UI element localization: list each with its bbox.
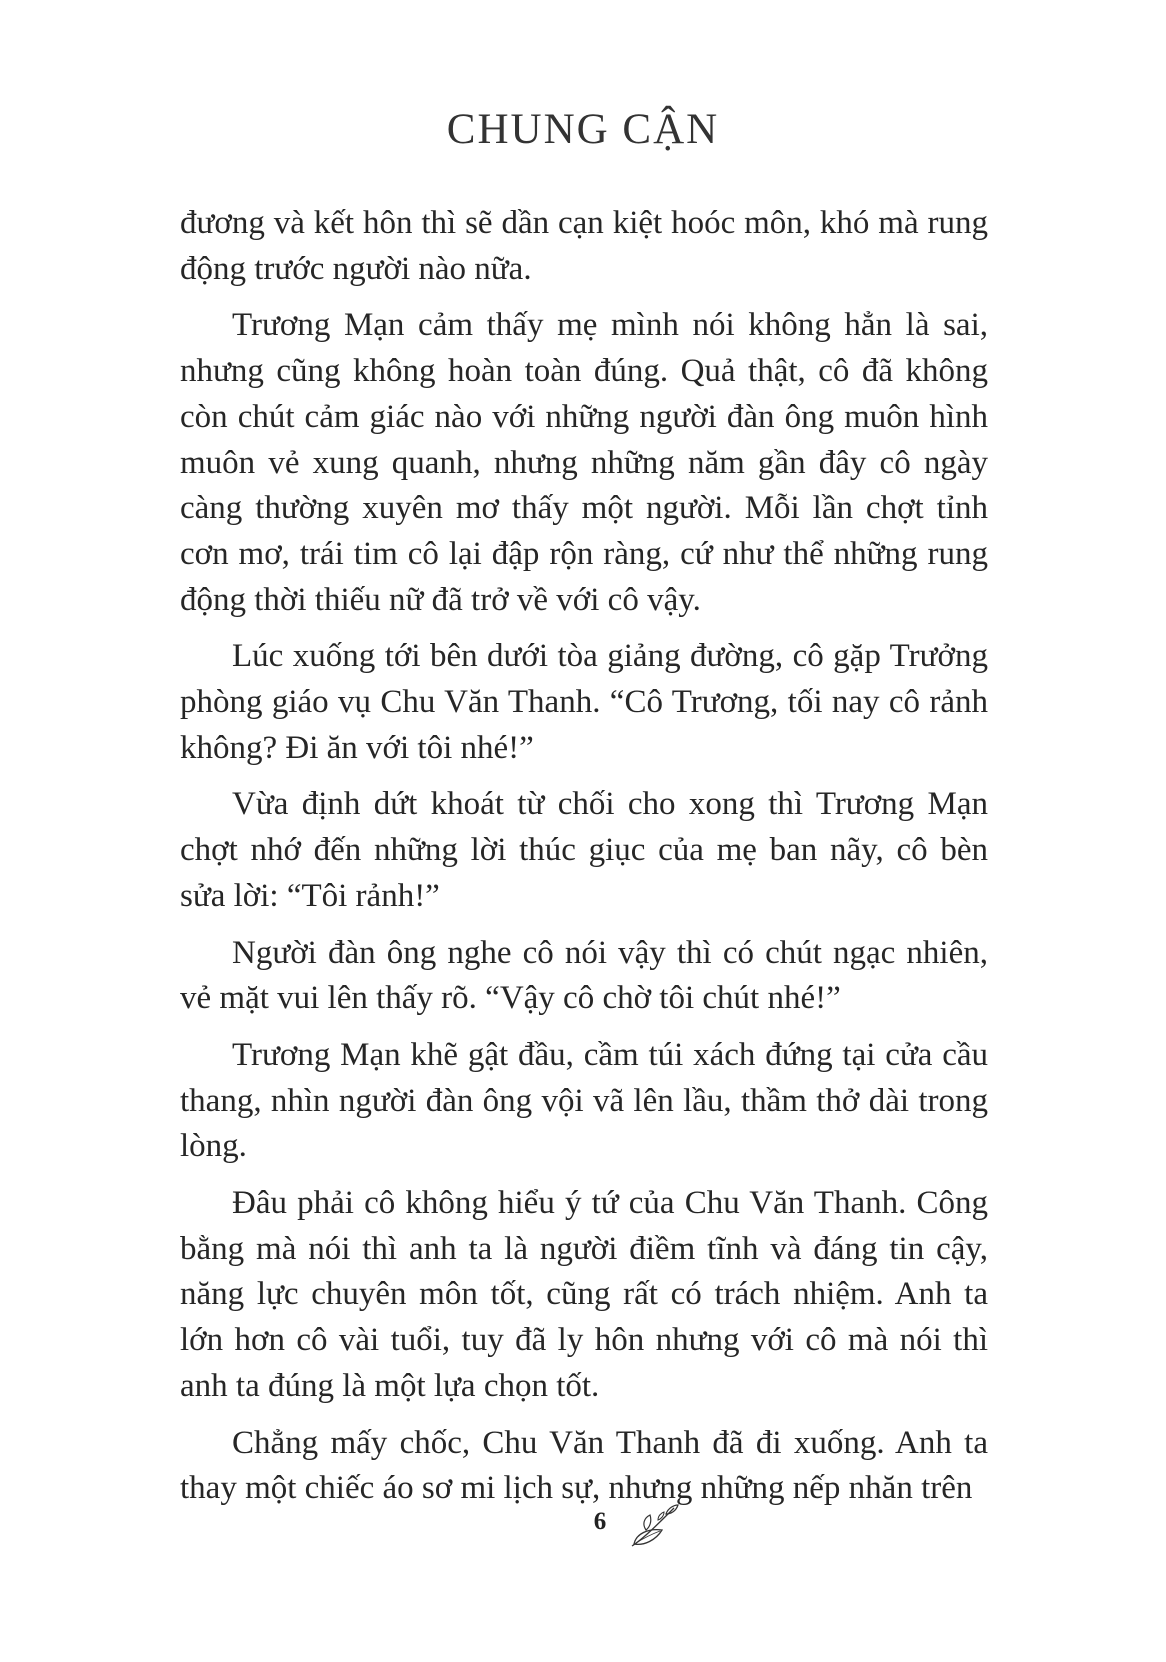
running-header-title: CHUNG CẬN [446, 106, 720, 153]
paragraph: Trương Mạn cảm thấy mẹ mình nói không hẳn là sai, nhưng cũng không hoàn toàn đúng. Quả thật, cô đã không còn chút cảm giác nào với những người đàn ông muôn hình muôn vẻ xung quanh, nhưng những năm gần đây cô ngày càng thường xuyên mơ thấy một người. Mỗi lần chợt tỉnh cơn mơ, trái tim cô lại đập rộn ràng, cứ như thể những rung động thời thiếu nữ đã trở về với cô vậy. [180, 307, 988, 618]
page-number: 6 [593, 1508, 607, 1535]
paragraph: Lúc xuống tới bên dưới tòa giảng đường, cô gặp Trưởng phòng giáo vụ Chu Văn Thanh. “Cô Trương, tối nay cô rảnh không? Đi ăn với tôi nhé!” [180, 638, 988, 766]
page-footer [0, 1502, 1166, 1562]
paragraph: Người đàn ông nghe cô nói vậy thì có chút ngạc nhiên, vẻ mặt vui lên thấy rõ. “Vậy cô chờ tôi chút nhé!” [180, 934, 988, 1017]
paragraph: Chẳng mấy chốc, Chu Văn Thanh đã đi xuống. Anh ta thay một chiếc áo sơ mi lịch sự, nhưng những nếp nhăn trên [180, 1424, 988, 1507]
leaf-ornament-icon [628, 1502, 680, 1552]
paragraph: Trương Mạn khẽ gật đầu, cầm túi xách đứng tại cửa cầu thang, nhìn người đàn ông vội vã lên lầu, thầm thở dài trong lòng. [180, 1036, 988, 1165]
paragraph: Đâu phải cô không hiểu ý tứ của Chu Văn Thanh. Công bằng mà nói thì anh ta là người điềm tĩnh và đáng tin cậy, năng lực chuyên môn tốt, cũng rất có trách nhiệm. Anh ta lớn hơn cô vài tuổi, tuy đã ly hôn nhưng với cô mà nói thì anh ta đúng là một lựa chọn tốt. [180, 1185, 988, 1404]
body-text [180, 201, 988, 1523]
paragraph: Vừa định dứt khoát từ chối cho xong thì Trương Mạn chợt nhớ đến những lời thúc giục của mẹ ban nãy, cô bèn sửa lời: “Tôi rảnh!” [180, 786, 988, 914]
paragraph: đương và kết hôn thì sẽ dần cạn kiệt hoóc môn, khó mà rung động trước người nào nữa. [180, 205, 988, 287]
